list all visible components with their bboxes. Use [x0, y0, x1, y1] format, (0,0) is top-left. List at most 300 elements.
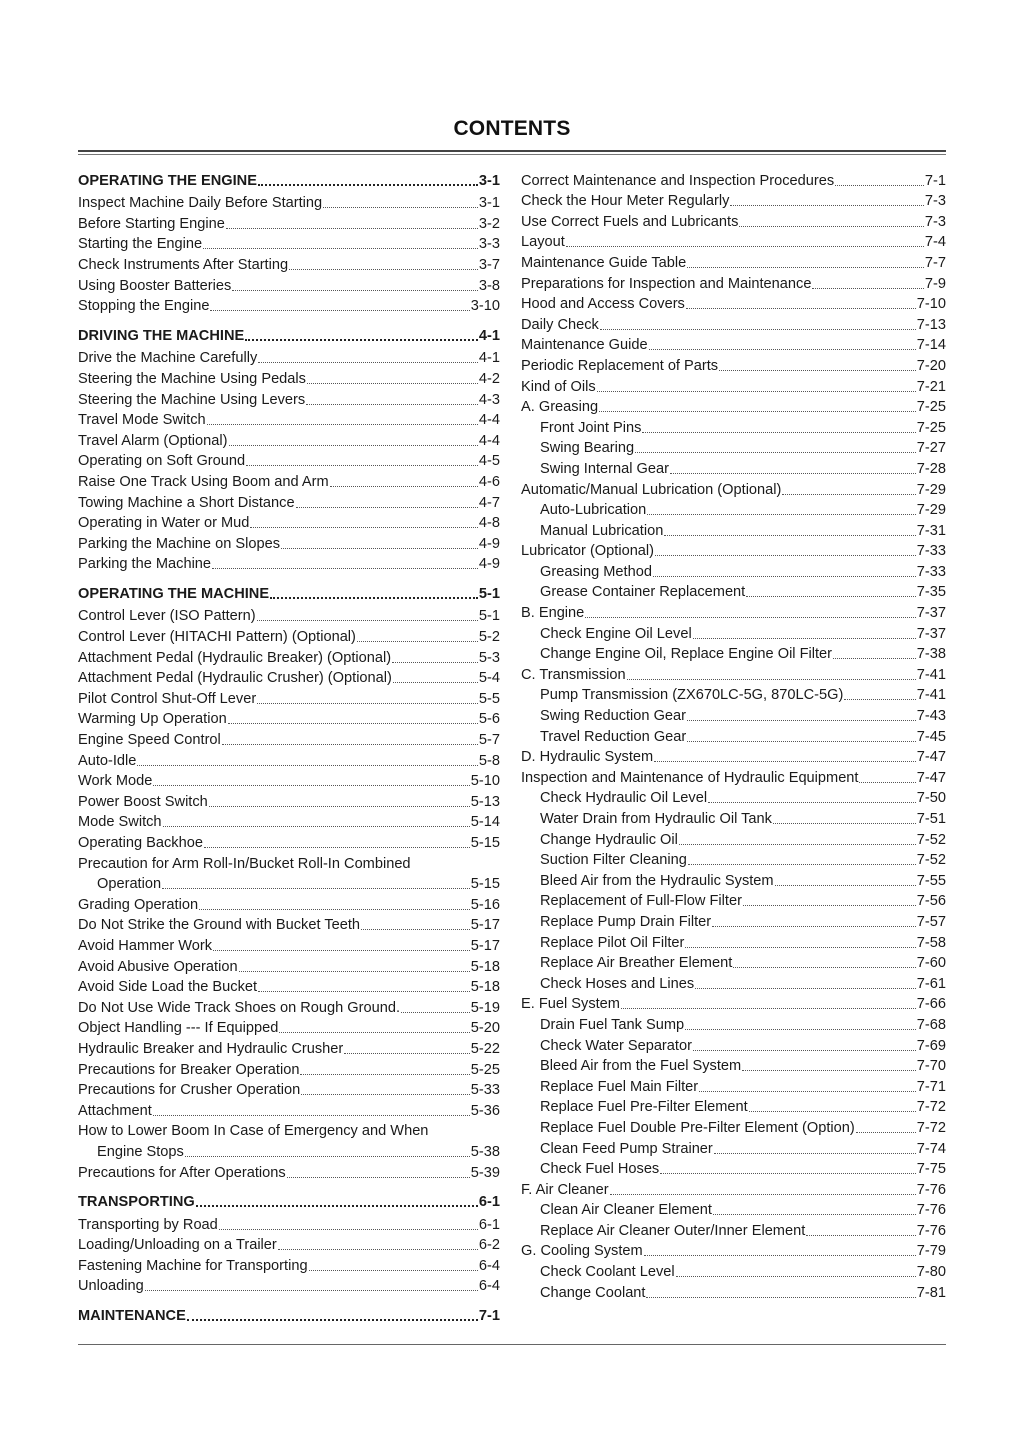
- toc-entry[interactable]: [78, 996, 500, 1017]
- toc-entry-title: Warming Up Operation: [78, 711, 227, 728]
- toc-entry-title: Replace Air Cleaner Outer/Inner Element: [540, 1222, 806, 1239]
- toc-page-number: 7-37: [916, 625, 946, 642]
- toc-entry[interactable]: [78, 852, 500, 873]
- toc-entry-title: Engine Speed Control: [78, 732, 221, 749]
- toc-entry-title: Replace Fuel Main Filter: [540, 1078, 699, 1095]
- toc-page-number: 7-29: [916, 502, 946, 519]
- dot-leader: [695, 988, 916, 989]
- toc-entry-title: Mode Switch: [78, 814, 162, 831]
- toc-entry[interactable]: [521, 457, 946, 478]
- toc-entry[interactable]: [521, 601, 946, 622]
- toc-entry-title: Before Starting Engine: [78, 215, 225, 232]
- dot-leader: [655, 555, 916, 556]
- toc-entry[interactable]: [78, 893, 500, 914]
- dot-leader: [635, 452, 916, 453]
- toc-page-number: 7-68: [916, 1016, 946, 1033]
- toc-page-number: 5-39: [470, 1164, 500, 1181]
- dot-leader: [679, 844, 916, 845]
- toc-entry-title: Parking the Machine: [78, 556, 212, 573]
- toc-entry[interactable]: [521, 1137, 946, 1158]
- toc-entry[interactable]: [78, 667, 500, 688]
- toc-entry[interactable]: [521, 787, 946, 808]
- toc-page-number: 5-10: [470, 773, 500, 790]
- toc-page-number: 3-3: [478, 236, 500, 253]
- toc-entry[interactable]: [521, 396, 946, 417]
- toc-left-column: [78, 169, 500, 1325]
- toc-entry[interactable]: [78, 976, 500, 997]
- dot-leader: [773, 823, 916, 824]
- toc-page-number: 3-8: [478, 277, 500, 294]
- toc-entry-title: Operating in Water or Mud: [78, 515, 250, 532]
- dot-leader: [693, 1050, 916, 1051]
- toc-entry[interactable]: [78, 708, 500, 729]
- toc-entry[interactable]: [521, 1199, 946, 1220]
- dot-leader: [644, 1255, 916, 1256]
- toc-entry[interactable]: [521, 210, 946, 231]
- toc-entry[interactable]: [78, 831, 500, 852]
- toc-entry[interactable]: [78, 1254, 500, 1275]
- toc-entry[interactable]: [521, 828, 946, 849]
- toc-page-number: 6-1: [478, 1194, 500, 1211]
- toc-entry[interactable]: [521, 1096, 946, 1117]
- toc-entry[interactable]: [521, 972, 946, 993]
- toc-page-number: 5-17: [470, 937, 500, 954]
- toc-right-column: [521, 169, 946, 1302]
- toc-page-number: 7-71: [916, 1078, 946, 1095]
- toc-page-number: 7-1: [924, 172, 946, 189]
- toc-page-number: 5-22: [470, 1040, 500, 1057]
- toc-entry[interactable]: [521, 1034, 946, 1055]
- toc-entry[interactable]: [78, 811, 500, 832]
- toc-entry[interactable]: [78, 770, 500, 791]
- toc-page-number: 7-25: [916, 419, 946, 436]
- toc-entry-title: Front Joint Pins: [540, 419, 642, 436]
- toc-page-number: 5-1: [478, 608, 500, 625]
- toc-page-number: 7-31: [916, 522, 946, 539]
- dot-leader: [207, 424, 478, 425]
- toc-entry-title: Operating on Soft Ground: [78, 453, 246, 470]
- toc-entry[interactable]: [78, 1234, 500, 1255]
- toc-page-number: 7-72: [916, 1099, 946, 1116]
- toc-entry-title: Replace Fuel Pre-Filter Element: [540, 1099, 748, 1116]
- toc-entry[interactable]: [78, 192, 500, 213]
- toc-entry[interactable]: [521, 684, 946, 705]
- toc-entry[interactable]: [521, 1116, 946, 1137]
- toc-entry[interactable]: [521, 251, 946, 272]
- toc-entry[interactable]: [78, 625, 500, 646]
- toc-entry[interactable]: [521, 766, 946, 787]
- toc-entry[interactable]: [521, 1260, 946, 1281]
- dot-leader: [361, 929, 470, 930]
- toc-page-number: 5-15: [470, 876, 500, 893]
- dot-leader: [833, 658, 916, 659]
- toc-entry[interactable]: [521, 746, 946, 767]
- toc-entry[interactable]: [78, 790, 500, 811]
- toc-page-number: 7-80: [916, 1264, 946, 1281]
- toc-entry-title: Do Not Strike the Ground with Bucket Teeth: [78, 917, 361, 934]
- dot-leader: [693, 638, 916, 639]
- toc-page-number: 7-51: [916, 811, 946, 827]
- dot-leader: [204, 847, 470, 848]
- toc-entry[interactable]: [78, 646, 500, 667]
- toc-entry-title: Change Engine Oil, Replace Engine Oil Filter: [540, 646, 833, 663]
- toc-entry[interactable]: [78, 1058, 500, 1079]
- dot-leader: [621, 1008, 916, 1009]
- toc-entry[interactable]: [521, 437, 946, 458]
- toc-entry[interactable]: [521, 869, 946, 890]
- toc-entry[interactable]: [521, 272, 946, 293]
- toc-entry[interactable]: [521, 169, 946, 190]
- toc-section-heading[interactable]: [78, 324, 500, 345]
- toc-entry-title: Clean Feed Pump Strainer: [540, 1140, 713, 1157]
- toc-entry-title: Maintenance Guide Table: [521, 254, 687, 271]
- toc-entry[interactable]: [78, 212, 500, 233]
- toc-entry[interactable]: [521, 375, 946, 396]
- toc-entry-title: Attachment Pedal (Hydraulic Crusher) (Optional): [78, 670, 392, 687]
- toc-page-number: 7-70: [916, 1058, 946, 1075]
- toc-entry-title: Manual Lubrication: [540, 522, 664, 539]
- toc-section-heading[interactable]: [78, 1191, 500, 1212]
- dot-leader: [687, 720, 916, 721]
- toc-page-number: 5-18: [470, 958, 500, 975]
- toc-entry-title: Transporting by Road: [78, 1216, 218, 1233]
- toc-section-heading[interactable]: [78, 582, 500, 603]
- toc-entry-title: Check Coolant Level: [540, 1264, 675, 1281]
- dot-leader: [246, 465, 478, 466]
- toc-page-number: 7-21: [916, 378, 946, 395]
- toc-page-number: 3-2: [478, 215, 500, 232]
- dot-leader: [203, 248, 478, 249]
- toc-entry[interactable]: [78, 253, 500, 274]
- toc-entry-title: Using Booster Batteries: [78, 277, 232, 294]
- toc-entry[interactable]: [78, 749, 500, 770]
- title-rule-thin: [78, 154, 946, 155]
- toc-page-number: 7-28: [916, 460, 946, 477]
- dot-leader: [145, 1290, 478, 1291]
- toc-entry[interactable]: [78, 687, 500, 708]
- toc-page-number: 4-7: [478, 494, 500, 511]
- dot-leader: [250, 527, 477, 528]
- toc-entry[interactable]: [521, 1055, 946, 1076]
- toc-entry[interactable]: [521, 499, 946, 520]
- toc-entry-title: Fastening Machine for Transporting: [78, 1257, 308, 1274]
- toc-entry[interactable]: [521, 1240, 946, 1261]
- toc-entry[interactable]: [78, 409, 500, 430]
- toc-entry-title: D. Hydraulic System: [521, 749, 654, 766]
- toc-entry-title: Periodic Replacement of Parts: [521, 357, 719, 374]
- toc-page-number: 5-16: [470, 896, 500, 913]
- toc-entry[interactable]: [78, 470, 500, 491]
- toc-entry[interactable]: [78, 1120, 500, 1141]
- toc-entry-title: Auto-Lubrication: [540, 502, 647, 519]
- toc-entry-title: Pilot Control Shut-Off Lever: [78, 690, 257, 707]
- toc-entry[interactable]: [521, 643, 946, 664]
- toc-page-number: 5-13: [470, 793, 500, 810]
- toc-entry[interactable]: [521, 890, 946, 911]
- toc-entry-title: A. Greasing: [521, 399, 599, 416]
- dot-leader: [685, 1029, 916, 1030]
- dot-leader: [393, 682, 478, 683]
- toc-entry-title: TRANSPORTING: [78, 1194, 195, 1211]
- toc-entry-title: OPERATING THE ENGINE: [78, 172, 257, 189]
- toc-entry[interactable]: [521, 416, 946, 437]
- dot-leader: [654, 761, 916, 762]
- toc-page-number: 4-9: [478, 556, 500, 573]
- toc-entry-title: F. Air Cleaner: [521, 1181, 609, 1198]
- dot-leader: [599, 411, 916, 412]
- dot-leader: [137, 765, 477, 766]
- toc-entry-title: Check Instruments After Starting: [78, 256, 289, 273]
- toc-entry[interactable]: [521, 993, 946, 1014]
- dot-leader: [806, 1235, 916, 1236]
- toc-entry[interactable]: [78, 873, 500, 894]
- toc-page-number: 7-38: [916, 646, 946, 663]
- toc-entry[interactable]: [521, 663, 946, 684]
- dot-leader: [228, 723, 478, 724]
- toc-entry[interactable]: [78, 429, 500, 450]
- toc-entry-title: Unloading: [78, 1278, 144, 1295]
- toc-entry-title: Replace Pilot Oil Filter: [540, 934, 685, 951]
- toc-entry-title: Loading/Unloading on a Trailer: [78, 1237, 277, 1254]
- toc-entry[interactable]: [521, 540, 946, 561]
- toc-page-number: 7-25: [916, 399, 946, 416]
- dot-leader: [257, 703, 478, 704]
- toc-entry[interactable]: [78, 491, 500, 512]
- toc-page-number: 7-47: [916, 769, 946, 786]
- toc-entry-title: Avoid Hammer Work: [78, 937, 213, 954]
- toc-page-number: 5-5: [478, 690, 500, 707]
- toc-entry[interactable]: [521, 1281, 946, 1302]
- toc-page-number: 4-5: [478, 453, 500, 470]
- toc-entry-title: DRIVING THE MACHINE: [78, 327, 245, 344]
- dot-leader: [714, 1153, 916, 1154]
- toc-entry-title: Precaution for Arm Roll-In/Bucket Roll-In Combined: [78, 855, 411, 872]
- dot-leader: [357, 641, 478, 642]
- toc-section-heading[interactable]: [78, 169, 500, 190]
- toc-page-number: 4-4: [478, 412, 500, 429]
- toc-entry[interactable]: [78, 367, 500, 388]
- toc-entry[interactable]: [78, 1037, 500, 1058]
- dot-leader: [664, 535, 915, 536]
- toc-entry[interactable]: [78, 388, 500, 409]
- toc-entry[interactable]: [521, 519, 946, 540]
- toc-page-number: 7-13: [916, 316, 946, 333]
- toc-entry[interactable]: [521, 581, 946, 602]
- toc-entry-title: Work Mode: [78, 773, 153, 790]
- toc-entry[interactable]: [521, 952, 946, 973]
- toc-entry-title: Do Not Use Wide Track Shoes on Rough Ground.: [78, 999, 401, 1016]
- toc-page-number: 7-81: [916, 1284, 946, 1301]
- toc-entry[interactable]: [521, 313, 946, 334]
- dot-leader: [300, 1074, 469, 1075]
- dot-leader: [401, 1012, 470, 1013]
- toc-page-number: 3-1: [478, 172, 500, 189]
- toc-entry-title: Check Fuel Hoses: [540, 1161, 660, 1178]
- toc-entry[interactable]: [521, 622, 946, 643]
- toc-entry-title: Avoid Side Load the Bucket: [78, 979, 258, 996]
- toc-entry[interactable]: [78, 1161, 500, 1182]
- dot-leader: [653, 576, 916, 577]
- toc-entry[interactable]: [78, 1140, 500, 1161]
- toc-entry[interactable]: [78, 532, 500, 553]
- toc-entry[interactable]: [78, 274, 500, 295]
- dot-leader: [730, 205, 923, 206]
- toc-page-number: 7-33: [916, 543, 946, 560]
- toc-entry-title: Avoid Abusive Operation: [78, 958, 238, 975]
- toc-entry[interactable]: [521, 1075, 946, 1096]
- toc-page-number: 7-45: [916, 728, 946, 745]
- dot-leader: [775, 885, 916, 886]
- toc-entry-title: Object Handling --- If Equipped: [78, 1020, 279, 1037]
- toc-entry[interactable]: [521, 931, 946, 952]
- toc-entry-title: Check Hydraulic Oil Level: [540, 790, 708, 807]
- toc-entry-title: Drive the Machine Carefully: [78, 350, 258, 367]
- toc-entry-title: Maintenance Guide: [521, 337, 648, 354]
- dot-leader: [646, 1297, 915, 1298]
- dot-leader: [258, 362, 478, 363]
- toc-entry[interactable]: [78, 728, 500, 749]
- toc-entry-title: Kind of Oils: [521, 378, 596, 395]
- toc-entry-title: B. Engine: [521, 605, 585, 622]
- toc-page-number: 7-66: [916, 996, 946, 1013]
- dot-leader: [597, 391, 916, 392]
- toc-entry[interactable]: [78, 1275, 500, 1296]
- dot-leader: [642, 432, 915, 433]
- dot-leader: [199, 909, 470, 910]
- toc-entry[interactable]: [78, 295, 500, 316]
- toc-page-number: 5-4: [478, 670, 500, 687]
- toc-entry[interactable]: [78, 450, 500, 471]
- toc-page-number: 7-4: [924, 234, 946, 251]
- toc-entry[interactable]: [78, 512, 500, 533]
- toc-entry-title: Swing Reduction Gear: [540, 708, 687, 725]
- toc-entry[interactable]: [521, 1013, 946, 1034]
- dot-leader: [239, 971, 470, 972]
- dot-leader: [301, 1094, 470, 1095]
- toc-page-number: 7-57: [916, 913, 946, 930]
- toc-entry[interactable]: [521, 807, 946, 828]
- toc-entry-title: Power Boost Switch: [78, 793, 208, 810]
- toc-entry-title: E. Fuel System: [521, 996, 620, 1013]
- toc-entry-title: Attachment: [78, 1102, 152, 1119]
- toc-entry[interactable]: [78, 914, 500, 935]
- toc-entry[interactable]: [521, 1219, 946, 1240]
- dot-leader: [162, 888, 470, 889]
- toc-entry[interactable]: [521, 560, 946, 581]
- dot-leader: [306, 404, 478, 405]
- toc-page-number: 7-29: [916, 481, 946, 498]
- toc-page-number: 7-41: [916, 687, 946, 704]
- toc-page-number: 7-72: [916, 1119, 946, 1136]
- dot-leader: [153, 1115, 470, 1116]
- dot-leader: [685, 947, 915, 948]
- dot-leader: [676, 1276, 916, 1277]
- dot-leader: [647, 514, 916, 515]
- toc-entry[interactable]: [521, 849, 946, 870]
- toc-entry[interactable]: [521, 190, 946, 211]
- toc-page-number: 7-76: [916, 1222, 946, 1239]
- dot-leader: [287, 1177, 470, 1178]
- toc-entry[interactable]: [78, 605, 500, 626]
- dot-leader: [281, 548, 478, 549]
- toc-entry[interactable]: [521, 478, 946, 499]
- toc-entry[interactable]: [78, 1017, 500, 1038]
- toc-entry[interactable]: [78, 1213, 500, 1234]
- toc-page-number: 6-4: [478, 1278, 500, 1295]
- dot-leader: [688, 864, 916, 865]
- toc-entry[interactable]: [521, 725, 946, 746]
- toc-section-heading[interactable]: [78, 1304, 500, 1325]
- toc-entry[interactable]: [521, 231, 946, 252]
- toc-entry-title: Drain Fuel Tank Sump: [540, 1016, 685, 1033]
- toc-page-number: 7-27: [916, 440, 946, 457]
- toc-page-number: 7-3: [924, 193, 946, 210]
- toc-entry[interactable]: [78, 955, 500, 976]
- toc-entry[interactable]: [78, 553, 500, 574]
- dot-leader: [713, 1214, 916, 1215]
- toc-page-number: 5-8: [478, 752, 500, 769]
- toc-entry[interactable]: [521, 293, 946, 314]
- toc-entry-title: Steering the Machine Using Pedals: [78, 370, 306, 387]
- bottom-rule: [78, 1344, 946, 1345]
- page-title: CONTENTS: [453, 117, 571, 140]
- toc-entry[interactable]: [521, 704, 946, 725]
- dot-leader: [279, 1032, 469, 1033]
- title-rule: [78, 150, 946, 152]
- dot-leader: [222, 744, 478, 745]
- toc-page-number: 7-7: [924, 254, 946, 271]
- toc-entry[interactable]: [78, 934, 500, 955]
- toc-entry-title: Change Coolant: [540, 1284, 646, 1301]
- dot-leader: [212, 568, 478, 569]
- dot-leader: [627, 679, 916, 680]
- dot-leader: [330, 486, 478, 487]
- toc-page-number: 5-19: [470, 999, 500, 1016]
- toc-entry-title: Inspect Machine Daily Before Starting: [78, 195, 323, 212]
- toc-entry-title: Precautions for Crusher Operation: [78, 1082, 301, 1099]
- toc-entry-title: OPERATING THE MACHINE: [78, 585, 270, 602]
- toc-entry[interactable]: [521, 1178, 946, 1199]
- dot-leader: [323, 207, 478, 208]
- toc-entry[interactable]: [78, 1099, 500, 1120]
- dot-leader: [733, 967, 916, 968]
- toc-entry-title: Clean Air Cleaner Element: [540, 1202, 712, 1219]
- toc-page-number: 5-1: [478, 585, 500, 602]
- toc-entry[interactable]: [78, 347, 500, 368]
- toc-page-number: 7-58: [916, 934, 946, 951]
- dot-leader: [270, 597, 478, 599]
- toc-entry[interactable]: [78, 1079, 500, 1100]
- toc-page-number: 3-1: [478, 195, 500, 212]
- toc-entry-title: Check the Hour Meter Regularly: [521, 193, 730, 210]
- toc-page-number: 6-4: [478, 1257, 500, 1274]
- toc-entry[interactable]: [521, 1158, 946, 1179]
- toc-page-number: 7-74: [916, 1140, 946, 1157]
- dot-leader: [610, 1194, 916, 1195]
- toc-entry[interactable]: [521, 910, 946, 931]
- toc-entry-title: Precautions for After Operations: [78, 1164, 286, 1181]
- toc-entry-title: Engine Stops: [97, 1143, 184, 1160]
- toc-entry-title: Attachment Pedal (Hydraulic Breaker) (Optional): [78, 649, 392, 666]
- dot-leader: [258, 991, 470, 992]
- toc-entry-title: Raise One Track Using Boom and Arm: [78, 473, 329, 490]
- toc-page-number: 5-15: [470, 835, 500, 851]
- toc-entry[interactable]: [78, 233, 500, 254]
- toc-entry[interactable]: [521, 334, 946, 355]
- dot-leader: [229, 445, 478, 446]
- toc-entry-title: Lubricator (Optional): [521, 543, 655, 560]
- toc-entry[interactable]: [521, 354, 946, 375]
